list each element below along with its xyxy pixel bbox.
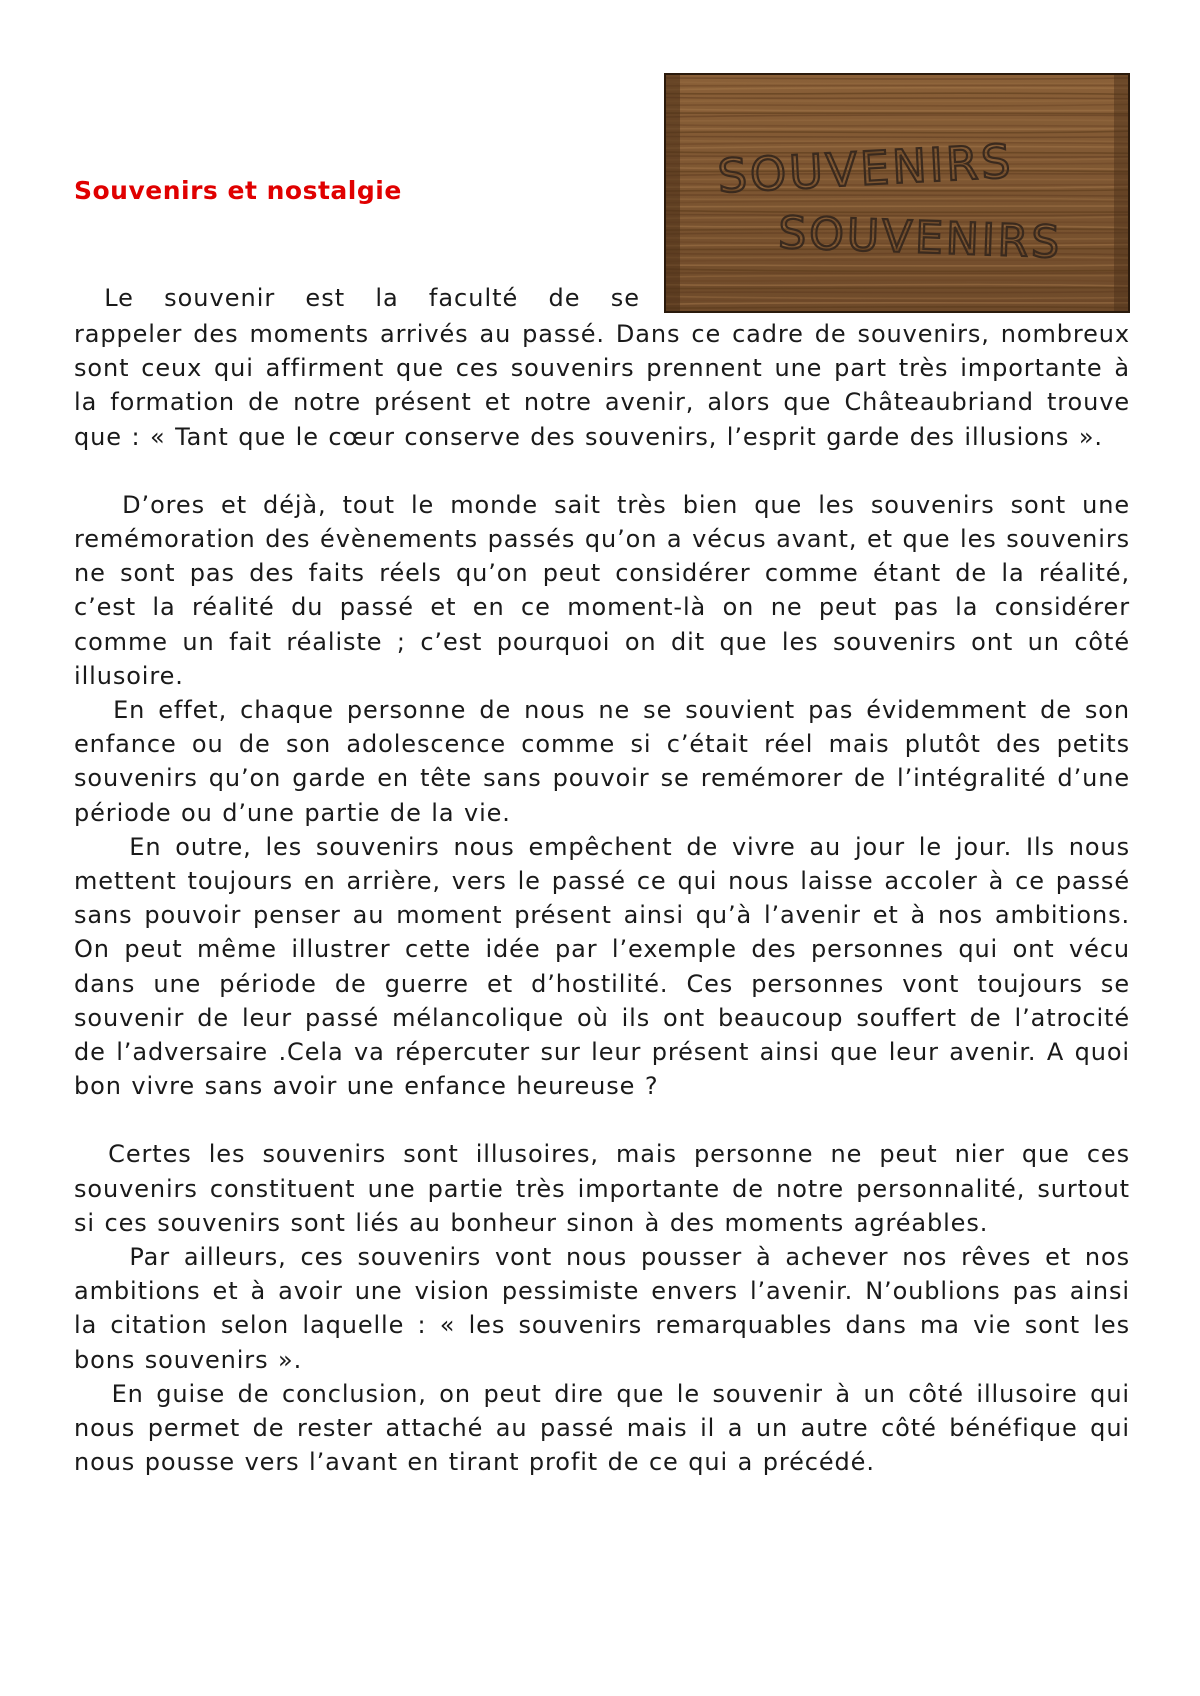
paragraph: En guise de conclusion, on peut dire que le souvenir à un côté illusoire qui nous permet de rester attaché au passé mais il a un autre côté bénéfique qui nous pousse vers l’avant en tirant profit de ce qui a précédé.	[74, 1379, 1140, 1477]
image-text-line-1: SOUVENIRS	[716, 133, 1015, 204]
body-text	[74, 317, 1140, 1480]
paragraph: rappeler des moments arrivés au passé. Dans ce cadre de souvenirs, nombreux sont ceux qui affirment que ces souvenirs prennent une part très importante à la formation de notre présent et notre avenir, alors que Châteaubriand trouve que : « Tant que le cœur conserve des souvenirs, l’esprit garde des illusions ».	[74, 320, 1140, 451]
document-title: Souvenirs et nostalgie	[74, 176, 402, 205]
paragraph: D’ores et déjà, tout le monde sait très bien que les souvenirs sont une remémoration des évènements passés qu’on a vécus avant, et que les souvenirs ne sont pas des faits réels qu’on peut considérer comme étant de la réalité, c’est la réalité du passé et en ce moment-là on ne peut pas la considérer comme un fait réaliste ; c’est pourquoi on dit que les souvenirs ont un côté illusoire.	[74, 490, 1140, 690]
first-line-text: Le souvenir est la faculté de se	[74, 284, 640, 312]
paragraph: Par ailleurs, ces souvenirs vont nous pousser à achever nos rêves et nos ambitions et à avoir une vision pessimiste envers l’avenir. N’oublions pas ainsi la citation selon laquelle : « les souvenirs remarquables dans ma vie sont les bons souvenirs ».	[74, 1243, 1140, 1374]
paragraph: En effet, chaque personne de nous ne se souvient pas évidemment de son enfance ou de son adolescence comme si c’était réel mais plutôt des petits souvenirs qu’on garde en tête sans pouvoir se remémorer de l’intégralité d’une période ou d’une partie de la vie.	[74, 696, 1140, 827]
souvenirs-wood-image	[664, 73, 1130, 313]
paragraph: En outre, les souvenirs nous empêchent de vivre au jour le jour. Ils nous mettent toujours en arrière, vers le passé ce qui nous laisse accoler à ce passé sans pouvoir penser au moment présent ainsi qu’à l’avenir et à nos ambitions. On peut même illustrer cette idée par l’exemple des personnes qui ont vécu dans une période de guerre et d’hostilité. Ces personnes vont toujours se souvenir de leur passé mélancolique où ils ont beaucoup souffert de l’atrocité de l’adversaire .Cela va répercuter sur leur présent ainsi que leur avenir. A quoi bon vivre sans avoir une enfance heureuse ?	[74, 832, 1140, 1101]
paragraph: Certes les souvenirs sont illusoires, mais personne ne peut nier que ces souvenirs constituent une partie très importante de notre personnalité, surtout si ces souvenirs sont liés au bonheur sinon à des moments agréables.	[74, 1140, 1140, 1237]
image-text-line-2: SOUVENIRS	[777, 207, 1064, 269]
